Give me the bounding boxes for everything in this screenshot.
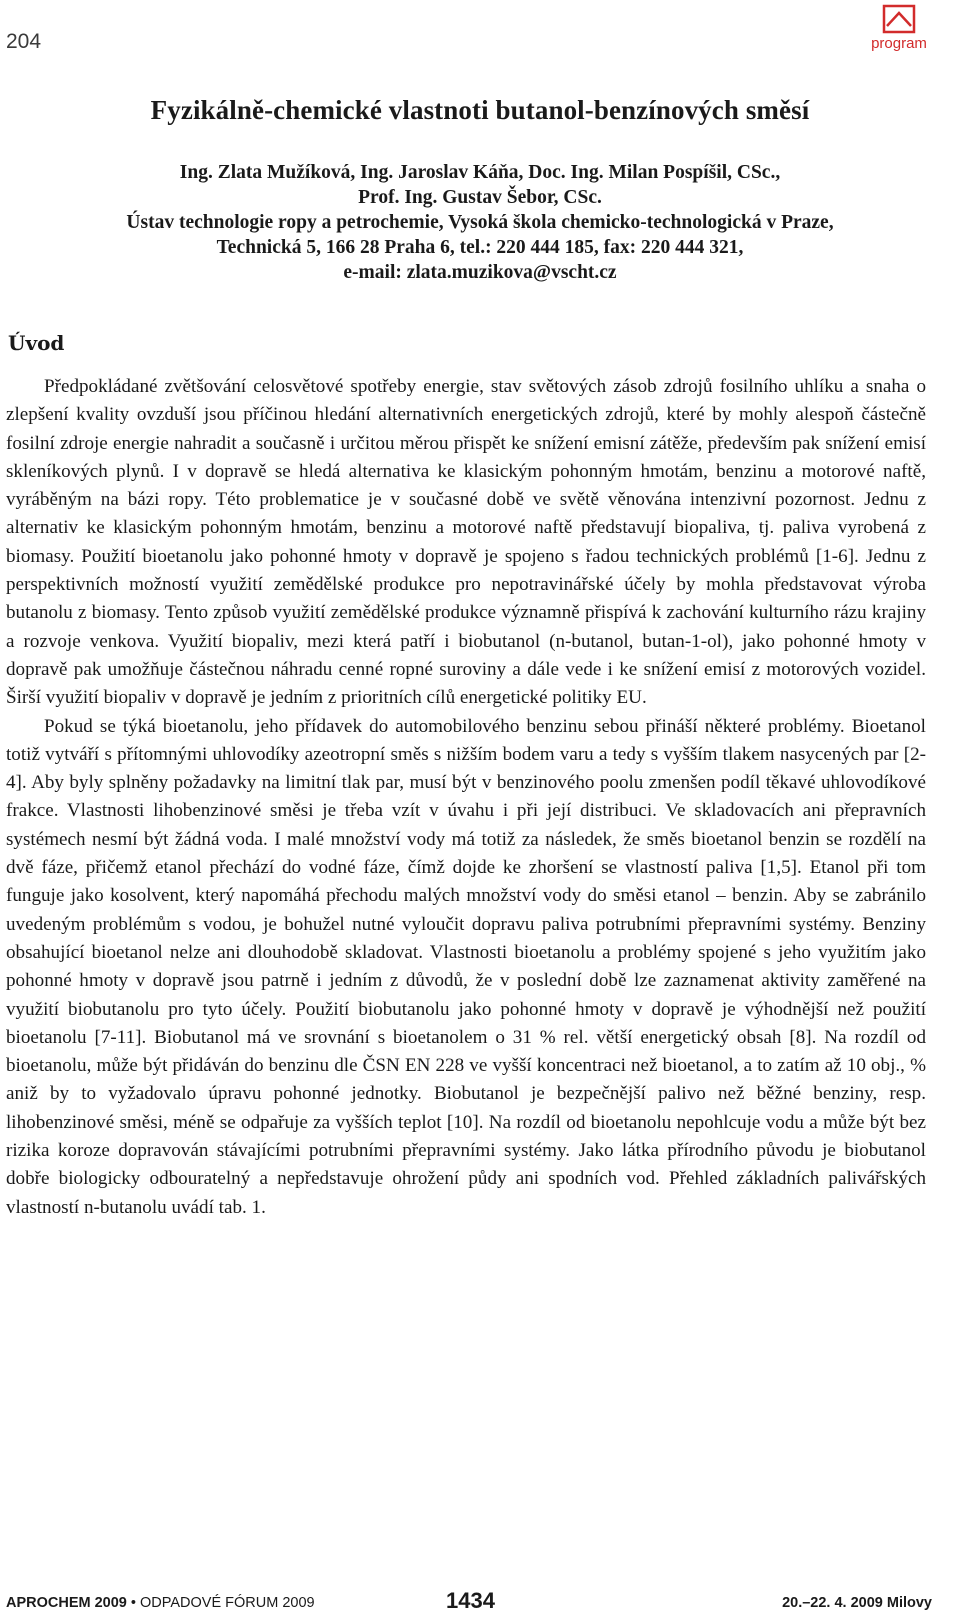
section-heading: Úvod <box>8 331 65 355</box>
program-label: program <box>871 35 927 52</box>
footer-separator: • <box>126 1595 141 1611</box>
affiliation-line-2: Technická 5, 166 28 Praha 6, tel.: 220 444 185, fax: 220 444 321, <box>216 237 744 258</box>
author-block <box>0 160 960 285</box>
footer-event <box>6 1595 315 1611</box>
footer-date-place: 20.–22. 4. 2009 Milovy <box>782 1595 932 1611</box>
house-chevron-icon <box>882 4 916 34</box>
paper-title: Fyzikálně-chemické vlastnoti butanol-benzínových směsí <box>150 95 810 125</box>
section-body <box>6 373 926 1222</box>
affiliation-line-1: Ústav technologie ropy a petrochemie, Vysoká škola chemicko-technologická v Praze, <box>126 212 834 233</box>
page-footer <box>0 1588 960 1618</box>
footer-page-number: 1434 <box>446 1588 495 1613</box>
footer-event-primary: APROCHEM 2009 <box>6 1595 127 1611</box>
footer-event-secondary: ODPADOVÉ FÓRUM 2009 <box>140 1595 315 1611</box>
paragraph-2: Pokud se týká bioetanolu, jeho přídavek do automobilového benzinu sebou přináší některé problémy. Bioetanol totiž vytváří s přítomnými uhlovodíky azeotropní směs s nižším bodem varu a tedy s vyšším tlakem nasycených par [2-4]. Aby byly splněny požadavky na limitní tlak par, musí být v benzinového poolu zmenšen podíl těkavé uhlovodíkové frakce. Vlastnosti lihobenzinové směsi je třeba vzít v úvahu i při její distribuci. Ve skladovacích ani přepravních systémech nesmí být žádná voda. I malé množství vody má totiž za následek, že směs bioetanol benzin se rozdělí na dvě fáze, přičemž etanol přechází do vodné fáze, čímž dojde ke zhoršení se vlastností paliva [1,5]. Etanol při tom funguje jako kosolvent, který napomáhá přechodu malých množství vody do směsi etanol – benzin. Aby se zabránilo uvedeným problémům s vodou, je bohužel nutné vyloučit dopravu paliva potrubními přepravními systémy. Benziny obsahující bioetanol nelze ani dlouhodobě skladovat. Vlastnosti bioetanolu a problémy spojené s jeho využitím jako pohonné hmoty v dopravě jsou patrně i jedním z důvodů, že v poslední době lze zaznamenat aktivity zaměřené na využití biobutanolu pro tyto účely. Použití biobutanolu jako pohonné hmoty v dopravě je výhodnější než použití bioetanolu [7-11]. Biobutanol má ve srovnání s bioetanolem o 31 % rel. větší energetický obsah [8]. Na rozdíl od bioetanolu, může být přidáván do benzinu dle ČSN EN 228 ve vyšší koncentraci než bioetanol, a to zatím až 10 obj., % aniž by to vyžadovalo úpravu pohonné jednotky. Biobutanol je bezpečnější palivo než běžné benziny, resp. lihobenzinové směsi, méně se odpařuje za vyšších teplot [10]. Na rozdíl od bioetanolu nepohlcuje vodu a může být bez rizika koroze dopravován stávajícími potrubními přepravními systémy. Jako látka přírodního původu je biobutanol dobře biologicky odbouratelný a nepředstavuje ohrožení půdy ani spodních vod. Přehled základních palivářských vlastností n-butanolu uvádí tab. 1. <box>6 715 926 1218</box>
email-line[interactable]: e-mail: zlata.muzikova@vscht.cz <box>343 262 617 283</box>
page-number: 204 <box>6 30 42 53</box>
author-line-2: Prof. Ing. Gustav Šebor, CSc. <box>358 187 602 208</box>
paragraph-1: Předpokládané zvětšování celosvětové spotřeby energie, stav světových zásob zdrojů fosilního uhlíku a snaha o zlepšení kvality ovzduší jsou příčinou hledání alternativních energetických zdrojů, které by mohly alespoň částečně fosilní zdroje energie nahradit a současně i určitou měrou přispět ke snížení emisní zátěže, především pak snížení emisí skleníkových plynů. I v dopravě se hledá alternativa ke klasickým pohonným hmotám, benzinu a motorové naftě, vyráběným na bázi ropy. Této problematice je v současné době ve světě věnována intenzivní pozornost. Jednu z alternativ ke klasickým pohonným hmotám, benzinu a motorové naftě představují biopaliva, tj. paliva vyrobená z biomasy. Použití bioetanolu jako pohonné hmoty v dopravě je spojeno s řadou technických problémů [1-6]. Jednu z perspektivních možností využití zemědělské produkce pro nepotravinářské účely by mohla představovat výroba butanolu z biomasy. Tento způsob využití zemědělské produkce významně přispívá k zachování kulturního rázu krajiny a rozvoje venkova. Využití biopaliv, mezi která patří i biobutanol (n-butanol, butan-1-ol), jako pohonné hmoty v dopravě pak umožňuje částečnou náhradu cenné ropné suroviny a dále vede i ke snížení emisí z motorových vozidel. Širší využití biopaliv v dopravě je jedním z prioritních cílů energetické politiky EU. <box>6 376 926 709</box>
author-line-1: Ing. Zlata Mužíková, Ing. Jaroslav Káňa, Doc. Ing. Milan Pospíšil, CSc., <box>179 162 781 183</box>
program-link[interactable] <box>864 4 934 51</box>
